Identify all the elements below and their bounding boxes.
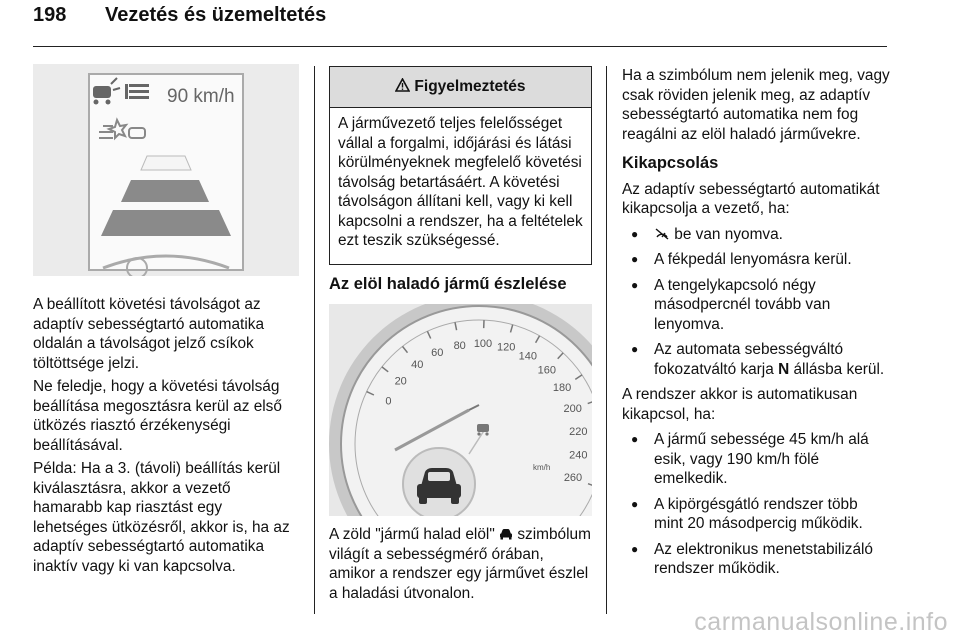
list-item: ● A kipörgésgátló rendszer több mint 20 másodpercig működik. <box>622 495 890 534</box>
list-item: ● Az elektronikus menetstabilizáló rendszer működik. <box>622 540 890 579</box>
gauge-unit: km/h <box>533 463 551 472</box>
gauge-label: 240 <box>569 449 588 462</box>
speedometer-figure <box>329 304 592 516</box>
left-column <box>33 295 299 580</box>
caption-text: A zöld "jármű halad elöl" <box>329 526 495 543</box>
list-item: ● A fékpedál lenyomásra kerül. <box>622 250 890 270</box>
page-title: Vezetés és üzemeltetés <box>105 4 327 26</box>
gauge-label: 160 <box>537 364 556 377</box>
page-number: 198 <box>33 4 67 26</box>
middle-caption <box>329 525 594 607</box>
gauge-label: 140 <box>518 350 537 363</box>
gauge-label: 200 <box>563 403 582 416</box>
cancel-cruise-icon <box>654 226 670 243</box>
list-item: ● A jármű sebessége 45 km/h alá esik, vagy 190 km/h fölé emelkedik. <box>622 430 890 489</box>
gauge-label: 0 <box>385 395 392 408</box>
speedometer-illustration <box>329 304 592 516</box>
gauge-label: 60 <box>431 347 444 360</box>
paragraph: A rendszer akkor is automatikusan kikapcsol, ha: <box>622 386 858 423</box>
paragraph: Ha a szimbólum nem jelenik meg, vagy csak röviden jelenik meg, az adaptív sebességtartó automatika nem fog reagálni az elöl haladó járművekre. <box>622 67 890 143</box>
warning-header <box>330 67 591 108</box>
paragraph: Ne feledje, hogy a követési távolság beállítása megosztásra kerül az első ütközés riasztó érzékenységi beállításával. <box>33 378 282 454</box>
gauge-label: 40 <box>411 359 424 372</box>
gauge-label: 20 <box>394 375 407 388</box>
gauge-label: 260 <box>563 472 583 485</box>
set-speed-text: 90 km/h <box>167 86 235 107</box>
gauge-label: 80 <box>453 339 466 352</box>
list-item: ● Az automata sebességváltó fokozatváltó karja N állásba kerül. <box>622 340 890 379</box>
gauge-label: 100 <box>473 338 493 351</box>
gauge-label: 220 <box>569 425 588 438</box>
list-item: ● be van nyomva. <box>622 225 890 245</box>
list-item: ● A tengelykapcsoló négy másodpercnél tovább van lenyomva. <box>622 276 890 335</box>
paragraph: Az adaptív sebességtartó automatikát kikapcsolja a vezető, ha: <box>622 180 880 217</box>
column-divider-2 <box>606 66 607 614</box>
caption-text-2: szimbólum világít a sebességmérő órában, amikor a rendszer egy járművet észlel a haladási útvonalon. <box>329 526 591 602</box>
warning-text: A járművezető teljes felelősséget vállal a forgalmi, időjárási és látási körülményeknek megfelelő követési távolság betartásáért. A követési távolságon állítani kell, vagy ki kell kapcsolni a rendszer, ha a feltételek ezt teszik szükségessé. <box>338 115 583 249</box>
warning-box <box>329 66 592 265</box>
section-heading: Kikapcsolás <box>622 154 719 172</box>
gauge-label: 180 <box>552 382 572 395</box>
right-column <box>622 66 890 585</box>
column-divider-1 <box>314 66 315 614</box>
paragraph: Példa: Ha a 3. (távoli) beállítás kerül kiválasztásra, akkor a vezető hamarabb kap riasztást egy lehetséges ütközésről, akkor is, ha az adaptív sebességtartó automatika inaktív vagy ki van kapcsolva. <box>33 460 290 575</box>
header-rule <box>33 46 887 47</box>
watermark: carmanualsonline.info <box>694 608 948 636</box>
page-header <box>33 4 326 27</box>
acc-display-illustration <box>33 64 299 276</box>
warning-title: Figyelmeztetés <box>414 78 526 95</box>
vehicle-ahead-icon <box>499 526 513 543</box>
paragraph: A beállított követési távolságot az adaptív sebességtartó automatika oldalán a távolságot jelző csíkok töltöttsége jelzi. <box>33 296 265 372</box>
middle-heading-block <box>329 275 592 295</box>
warning-triangle-icon <box>395 78 410 97</box>
gauge-label: 120 <box>497 341 516 354</box>
acc-display-figure <box>33 64 299 276</box>
section-heading: Az elöl haladó jármű észlelése <box>329 275 567 293</box>
